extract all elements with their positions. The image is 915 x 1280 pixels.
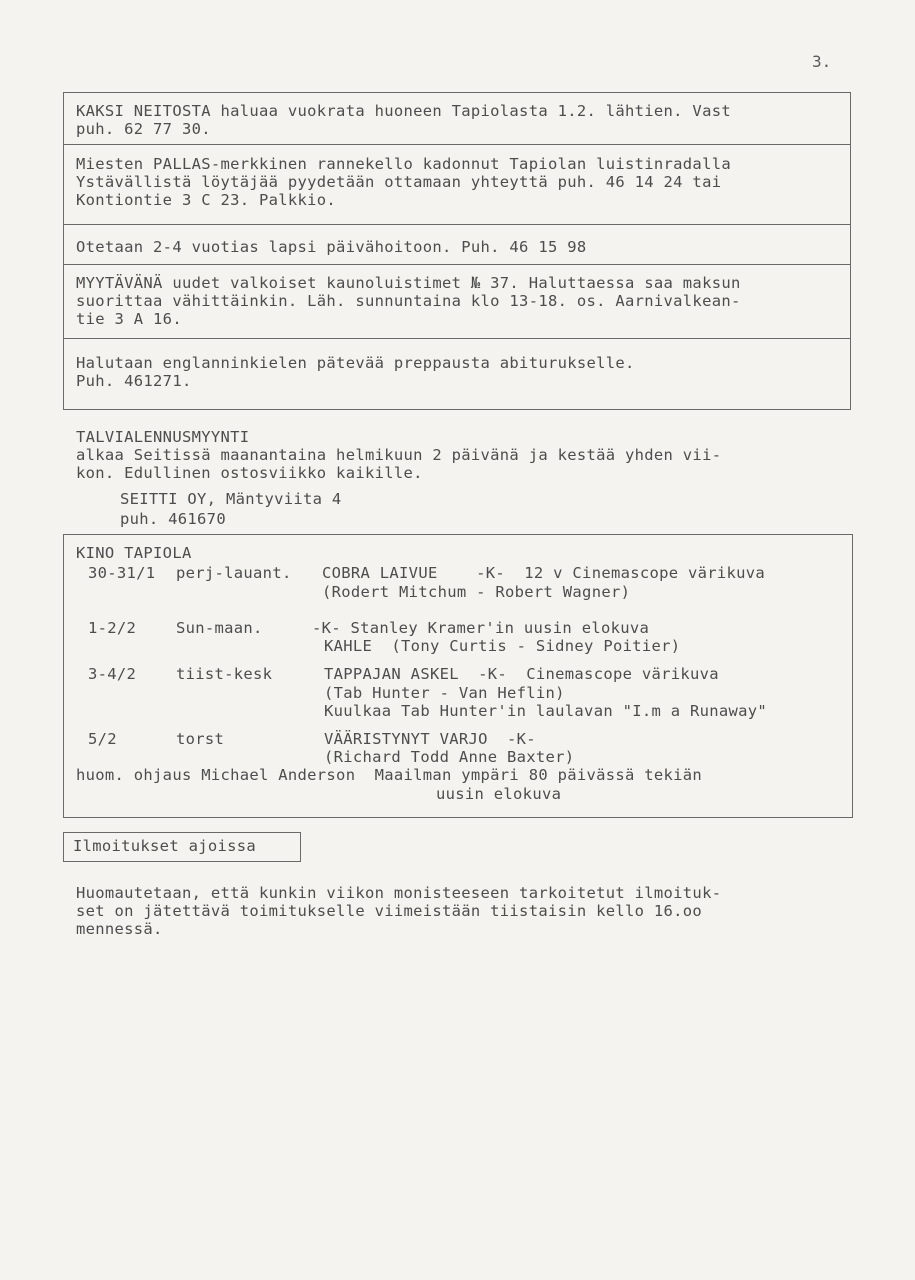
ilmoitukset-label: Ilmoitukset ajoissa (73, 837, 257, 855)
kino-day: Sun-maan. (176, 619, 263, 637)
sale-company: SEITTI OY, Mäntyviita 4 (120, 490, 342, 508)
ad-line: Miesten PALLAS-merkkinen rannekello kadonnut Tapiolan luistinradalla (76, 155, 731, 173)
kino-text: KAHLE (Tony Curtis - Sidney Poitier) (324, 637, 681, 655)
ad-line: Ystävällistä löytäjää pyydetään ottamaan yhteyttä puh. 46 14 24 tai (76, 173, 722, 191)
ad-divider (63, 144, 851, 145)
notice-line: Huomautetaan, että kunkin viikon monisteeseen tarkoitetut ilmoituk- (76, 884, 722, 902)
kino-date: 5/2 (88, 730, 117, 748)
kino-text: (Tab Hunter - Van Heflin) (324, 684, 565, 702)
kino-text: COBRA LAIVUE -K- 12 v Cinemascope värikuva (322, 564, 766, 582)
kino-day: tiist-kesk (176, 665, 273, 683)
kino-date: 30-31/1 (88, 564, 156, 582)
kino-text: (Richard Todd Anne Baxter) (324, 748, 575, 766)
kino-date: 3-4/2 (88, 665, 137, 683)
sale-title: TALVIALENNUSMYYNTI (76, 428, 250, 446)
ad-divider (63, 338, 851, 339)
kino-text: -K- Stanley Kramer'in uusin elokuva (312, 619, 650, 637)
kino-title: KINO TAPIOLA (76, 544, 192, 562)
ad-line: tie 3 A 16. (76, 310, 182, 328)
ad-line: Kontiontie 3 C 23. Palkkio. (76, 191, 337, 209)
ad-divider (63, 224, 851, 225)
sale-phone: puh. 461670 (120, 510, 226, 528)
ad-line: Otetaan 2-4 vuotias lapsi päivähoitoon. Puh. 46 15 98 (76, 238, 587, 256)
kino-day: perj-lauant. (176, 564, 292, 582)
ad-line: suorittaa vähittäinkin. Läh. sunnuntaina klo 13-18. os. Aarnivalkean- (76, 292, 741, 310)
sale-line: kon. Edullinen ostosviikko kaikille. (76, 464, 423, 482)
kino-text: (Rodert Mitchum - Robert Wagner) (322, 583, 631, 601)
ad-line: Halutaan englanninkielen pätevää preppausta abiturukselle. (76, 354, 635, 372)
ad-line: Puh. 461271. (76, 372, 192, 390)
kino-text: Kuulkaa Tab Hunter'in laulavan "I.m a Runaway" (324, 702, 768, 720)
kino-day: torst (176, 730, 225, 748)
ad-line: puh. 62 77 30. (76, 120, 211, 138)
kino-text: VÄÄRISTYNYT VARJO -K- (324, 730, 536, 748)
ad-divider (63, 264, 851, 265)
kino-note: uusin elokuva (436, 785, 562, 803)
notice-line: mennessä. (76, 920, 163, 938)
ad-line: MYYTÄVÄNÄ uudet valkoiset kaunoluistimet № 37. Haluttaessa saa maksun (76, 274, 741, 292)
kino-note: huom. ohjaus Michael Anderson Maailman ympäri 80 päivässä tekiän (76, 766, 703, 784)
page-number: 3. (812, 52, 832, 71)
sale-line: alkaa Seitissä maanantaina helmikuun 2 päivänä ja kestää yhden vii- (76, 446, 722, 464)
kino-text: TAPPAJAN ASKEL -K- Cinemascope värikuva (324, 665, 719, 683)
kino-date: 1-2/2 (88, 619, 137, 637)
notice-line: set on jätettävä toimitukselle viimeistään tiistaisin kello 16.oo (76, 902, 703, 920)
ad-line: KAKSI NEITOSTA haluaa vuokrata huoneen Tapiolasta 1.2. lähtien. Vast (76, 102, 731, 120)
